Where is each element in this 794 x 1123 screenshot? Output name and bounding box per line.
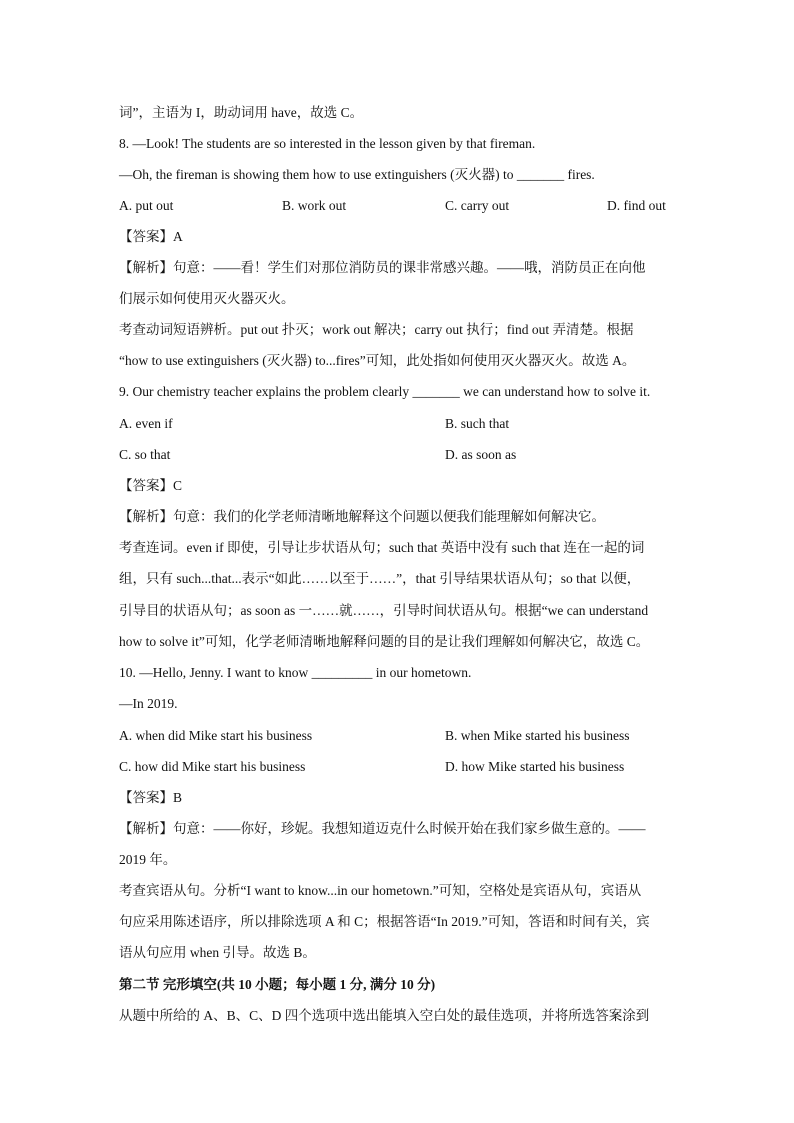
q8-explanation: “how to use extinguishers (灭火器) to...fires”可知，此处指如何使用灭火器灭火。故选 A。: [119, 353, 636, 368]
q10-option-c: C. how did Mike start his business: [119, 759, 306, 774]
question-8-reply: —Oh, the fireman is showing them how to use extinguishers (灭火器) to _______ fires.: [119, 167, 595, 182]
q9-explanation: 【解析】句意：我们的化学老师清晰地解释这个问题以便我们能理解如何解决它。: [119, 509, 605, 524]
q10-option-d: D. how Mike started his business: [445, 759, 625, 774]
q9-explanation: 考查连词。even if 即使，引导让步状语从句；such that 英语中没有 such that 连在一起的词: [119, 540, 645, 555]
question-10-stem: 10. —Hello, Jenny. I want to know _________ in our hometown.: [119, 665, 472, 680]
q9-explanation: how to solve it”可知，化学老师清晰地解释问题的目的是让我们理解如何解决它，故选 C。: [119, 634, 650, 649]
question-8-stem: 8. —Look! The students are so interested in the lesson given by that fireman.: [119, 136, 536, 151]
q9-option-a: A. even if: [119, 416, 173, 431]
question-10-reply: —In 2019.: [119, 696, 178, 711]
q9-option-d: D. as soon as: [445, 447, 517, 462]
q9-option-b: B. such that: [445, 416, 510, 431]
q8-option-a: A. put out: [119, 198, 174, 213]
section-instructions: 从题中所给的 A、B、C、D 四个选项中选出能填入空白处的最佳选项，并将所选答案涂到: [119, 1008, 650, 1023]
q8-explanation: 们展示如何使用灭火器灭火。: [119, 291, 295, 306]
q8-option-d: D. find out: [607, 198, 666, 213]
q8-option-c: C. carry out: [445, 198, 510, 213]
q10-explanation: 考查宾语从句。分析“I want to know...in our hometown.”可知，空格处是宾语从句，宾语从: [119, 883, 642, 898]
question-9-stem: 9. Our chemistry teacher explains the problem clearly _______ we can understand how to solve it.: [119, 384, 651, 399]
q10-explanation: 语从句应用 when 引导。故选 B。: [119, 945, 316, 960]
q8-answer: 【答案】A: [119, 229, 183, 244]
q10-explanation: 句应采用陈述语序，所以排除选项 A 和 C；根据答语“In 2019.”可知，答语和时间有关，宾: [119, 914, 650, 929]
q9-answer: 【答案】C: [119, 478, 183, 493]
q9-explanation: 组，只有 such...that...表示“如此……以至于……”，that 引导结果状语从句；so that 以便，: [119, 571, 641, 586]
q10-option-b: B. when Mike started his business: [445, 728, 630, 743]
section-title: 第二节 完形填空(共 10 小题；每小题 1 分, 满分 10 分): [119, 977, 436, 992]
q9-option-c: C. so that: [119, 447, 171, 462]
q8-explanation: 考查动词短语辨析。put out 扑灭；work out 解决；carry out 执行；find out 弄清楚。根据: [119, 322, 634, 337]
q9-explanation: 引导目的状语从句；as soon as 一……就……，引导时间状语从句。根据“we can understand: [119, 603, 649, 618]
q10-explanation: 【解析】句意：——你好，珍妮。我想知道迈克什么时候开始在我们家乡做生意的。——: [119, 821, 646, 836]
q10-explanation: 2019 年。: [119, 852, 177, 867]
q8-explanation: 【解析】句意：——看！学生们对那位消防员的课非常感兴趣。——哦，消防员正在向他: [119, 260, 646, 275]
q10-option-a: A. when did Mike start his business: [119, 728, 313, 743]
q8-option-b: B. work out: [282, 198, 347, 213]
text-line: 词”，主语为 I，助动词用 have，故选 C。: [119, 105, 364, 120]
q10-answer: 【答案】B: [119, 790, 183, 805]
